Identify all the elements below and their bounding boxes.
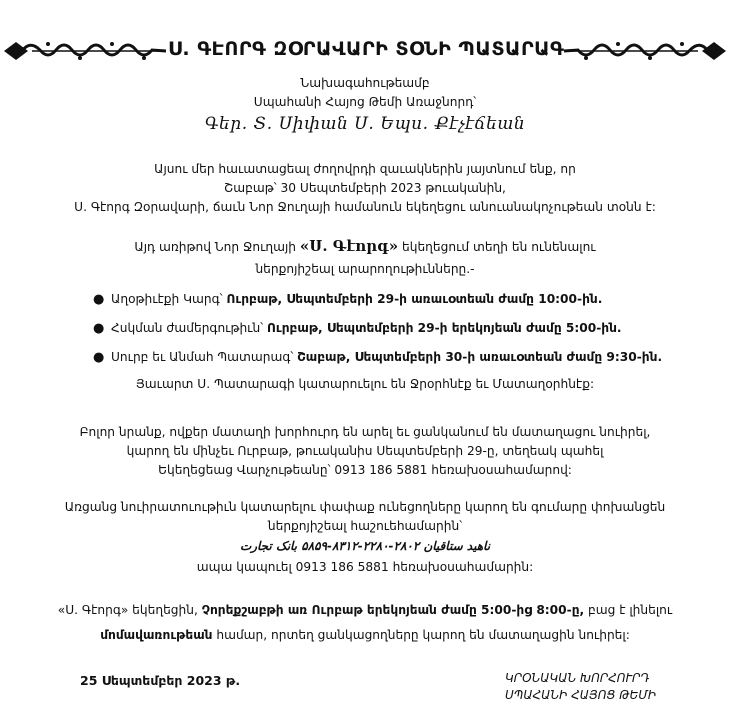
closing-line-1 [0, 603, 730, 617]
donation-line-2: ներքոյիշեալ հաշուեհամարին՝ [267, 519, 463, 533]
event-label: Հսկման ժամերգութիւն՝ [111, 321, 264, 335]
occasion-prefix: Այդ առիթով Նոր Ջուղայի [134, 240, 297, 254]
church-name: «Ս. Գէորգ» [299, 237, 399, 255]
occasion-suffix: եկեղեցում տեղի են ունենալու [402, 240, 596, 254]
footer-date: 25 Սեպտեմբեր 2023 թ. [80, 673, 241, 688]
event-label: Աղօթիւէքի Կարգ՝ [111, 292, 223, 306]
bullet-icon: ● [93, 350, 105, 365]
closing-line-2 [0, 628, 730, 642]
right-ornament-icon [562, 38, 728, 64]
event-time: Շաբաթ, Սեպտեմբերի 30-ի առաւօտեան ժամը 9:30-ին. [297, 350, 663, 364]
presidency-line: Նախագահութեամբ [300, 76, 430, 90]
intro-line-3: Ս. Գէորգ Զօրավարի, ճաւն Նոր Ջուղայի համանուն եկեղեցու անուանակոչութեան տօնն է: [74, 200, 656, 214]
bank-account: ناهید ستاقیان ۲۸۰۲-۲۲۸۰-۸۳۱۲-۵۸۵۹ بانک تجارت [239, 539, 491, 553]
event-item [93, 321, 713, 336]
event-item [93, 292, 713, 307]
closing-suffix: բաց է լինելու [588, 603, 673, 617]
donation-line-3: ապա կապուել 0913 186 5881 հեռախօսահամարին: [196, 560, 534, 574]
primate-line: Սպահանի Հայոց Թեմի Առաջնորդ՝ [253, 95, 477, 109]
event-time: Ուրբաթ, Սեպտեմբերի 29-ի երեկոյեան ժամը 5:00-ին. [266, 321, 622, 335]
footer-office [505, 670, 656, 704]
event-label: Սուրբ եւ Անմահ Պատարագ՝ [111, 350, 294, 364]
closing-line-2-text: համար, որտեղ ցանկացողները կարող են մատաղացին նուիրել: [216, 628, 630, 642]
diocese-name: ՍՊԱՀԱՆԻ ՀԱՅՈՑ ԹԵՄԻ [505, 688, 657, 702]
registration-line-3: Եկեղեցեաց Վարչութեանը՝ 0913 186 5881 հեռախօսահամարով: [158, 463, 572, 477]
event-time: Ուրբաթ, Սեպտեմբերի 29-ի առաւօտեան ժամը 10:00-ին. [226, 292, 603, 306]
bullet-icon: ● [93, 321, 105, 336]
intro-line-1: Այսու մեր հաւատացեալ ժողովրդի զաւակներին յայտնում ենք, որ [154, 162, 576, 176]
registration-line-2: կարող են մինչեւ Ուրբաթ, թուականիս Սեպտեմբերի 29-ը, տեղեակ պահել [126, 444, 604, 458]
occasion-line-2: ներքոյիշեալ արարողութիւնները.- [255, 262, 475, 276]
event-item [93, 350, 713, 365]
after-events-line: Յաւարտ Ս. Պատարագի կատարուելու են Ջրօրհնէք եւ Մատաղօրհնէք: [135, 377, 595, 391]
office-name: ԿՐՕՆԱԿԱՆ ԽՈՐՀՈՒՐԴ [505, 671, 650, 685]
closing-prefix: «Ս. Գէորգ» եկեղեցին, [57, 603, 198, 617]
header-banner [0, 36, 730, 66]
intro-line-2: Շաբաթ՝ 30 Սեպտեմբերի 2023 թուականին, [224, 181, 506, 195]
primate-name: Գեր․ Տ․ Սիփան Ս․ Եպս․ Քէչէճեան [204, 114, 526, 134]
bullet-icon: ● [93, 292, 105, 307]
header-title: Ս. ԳԷՈՐԳ ԶՕՐԱՎԱՐԻ ՏՕՆԻ ՊԱՏԱՐԱԳ [168, 38, 565, 60]
occasion-line-1 [0, 237, 730, 255]
donation-line-1: Առցանց նուիրատուութիւն կատարելու փափաք ունեցողները կարող են գումարը փոխանցեն [64, 500, 666, 514]
left-ornament-icon [2, 38, 168, 64]
closing-hours: Չորեքշաբթի առ Ուրբաթ երեկոյեան ժամը 5:00-ից 8:00-ը, [201, 603, 585, 617]
registration-line-1: Բոլոր նրանք, ովքեր մատաղի խորհուրդ են արել եւ ցանկանում են մատաղացու նուիրել, [79, 425, 651, 439]
candle-lighting: մոմավառութեան [100, 628, 213, 642]
